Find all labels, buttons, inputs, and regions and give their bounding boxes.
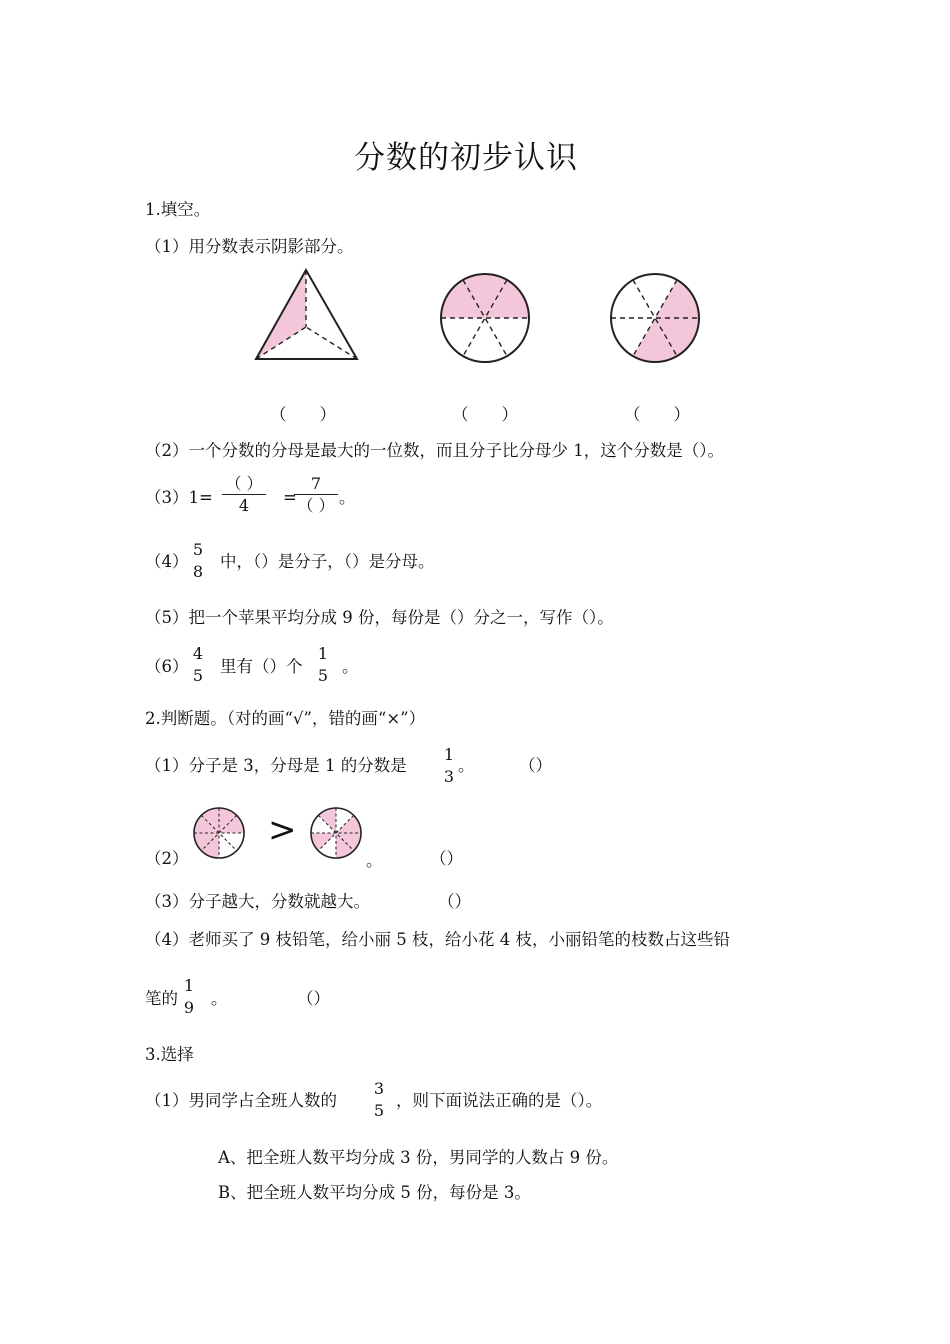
fraction-numerator[interactable]: （ ）: [225, 474, 263, 493]
question-1-3-prefix: （3）1=: [145, 488, 213, 507]
fraction-5-over-8: [189, 541, 207, 581]
answer-blank-3[interactable]: （ ）: [624, 405, 690, 424]
option-b[interactable]: B、把全班人数平均分成 5 份，每份是 3。: [218, 1183, 531, 1202]
answer-blank-1[interactable]: （ ）: [270, 405, 336, 424]
fraction-denominator[interactable]: （ ）: [297, 496, 335, 515]
circle-figure-top-shaded: [437, 270, 537, 370]
question-2-2-prefix: （2）: [145, 849, 189, 868]
fraction-denominator: 4: [238, 496, 250, 515]
question-1-6-middle: 里有（）个: [220, 657, 303, 676]
option-a[interactable]: A、把全班人数平均分成 3 份，男同学的人数占 9 份。: [218, 1148, 619, 1167]
fraction-denominator: 5: [373, 1101, 385, 1120]
question-2-2-suffix: 。: [366, 851, 383, 870]
question-2-1-prefix: （1）分子是 3，分母是 1 的分数是: [145, 756, 407, 775]
judge-blank-4[interactable]: （）: [297, 989, 330, 1008]
question-2-4-line2-prefix: 笔的: [145, 989, 178, 1008]
question-1-3-suffix: 。: [339, 488, 356, 507]
question-3-1-prefix: （1）男同学占全班人数的: [145, 1091, 337, 1110]
section-3-heading: 3.选择: [145, 1045, 194, 1064]
answer-blank-2[interactable]: （ ）: [452, 405, 518, 424]
greater-than-symbol: >: [268, 810, 297, 850]
fraction-denominator: 5: [317, 666, 329, 685]
fraction-denominator: 3: [443, 767, 455, 786]
fraction-denominator: 9: [183, 998, 195, 1017]
question-1-2: （2）一个分数的分母是最大的一位数，而且分子比分母少 1，这个分数是（）。: [145, 441, 724, 460]
question-1-4-suffix: 中，（）是分子，（）是分母。: [220, 552, 435, 571]
fraction-7-over-blank: [294, 475, 338, 515]
fraction-numerator: 5: [192, 540, 204, 559]
question-2-4-line1: （4）老师买了 9 枝铅笔，给小丽 5 枝，给小花 4 枝，小丽铅笔的枝数占这些铅: [145, 930, 730, 949]
circle-eighths-five-shaded: [309, 806, 365, 862]
equals-sign: =: [283, 488, 297, 507]
fraction-numerator: 1: [443, 745, 455, 764]
fraction-4-over-5: [189, 645, 207, 685]
fraction-denominator: 5: [192, 666, 204, 685]
fraction-numerator: 7: [310, 474, 322, 493]
fraction-1-over-3: [440, 746, 458, 786]
question-1-6-suffix: 。: [342, 657, 359, 676]
section-1-heading: 1.填空。: [145, 200, 211, 219]
question-2-1-suffix: 。: [458, 756, 475, 775]
fraction-1-over-9: [180, 977, 198, 1017]
triangle-figure: [253, 268, 363, 368]
circle-eighths-six-shaded: [192, 806, 248, 862]
question-1-5: （5）把一个苹果平均分成 9 份，每份是（）分之一，写作（）。: [145, 608, 614, 627]
fraction-numerator: 4: [192, 644, 204, 663]
circle-figure-right-shaded: [607, 270, 707, 370]
question-1-6-prefix: （6）: [145, 657, 189, 676]
fraction-denominator: 8: [192, 562, 204, 581]
fraction-numerator: 3: [373, 1079, 385, 1098]
fraction-blank-over-4: [222, 475, 266, 515]
question-1-1: （1）用分数表示阴影部分。: [145, 237, 354, 256]
fraction-numerator: 1: [183, 976, 195, 995]
question-3-1-suffix: ，则下面说法正确的是（）。: [396, 1091, 603, 1110]
fraction-1-over-5: [314, 645, 332, 685]
judge-blank-1[interactable]: （）: [519, 756, 552, 775]
fraction-3-over-5: [370, 1080, 388, 1120]
page-title: 分数的初步认识: [354, 140, 578, 176]
question-2-4-suffix: 。: [211, 989, 228, 1008]
section-2-heading: 2.判断题。（对的画“√”，错的画“×”）: [145, 709, 426, 728]
question-1-4-prefix: （4）: [145, 552, 189, 571]
fraction-bar: [294, 494, 338, 495]
fraction-numerator: 1: [317, 644, 329, 663]
question-2-3: （3）分子越大，分数就越大。: [145, 892, 370, 911]
fraction-bar: [222, 494, 266, 495]
judge-blank-3[interactable]: （）: [438, 892, 471, 911]
judge-blank-2[interactable]: （）: [430, 849, 463, 868]
